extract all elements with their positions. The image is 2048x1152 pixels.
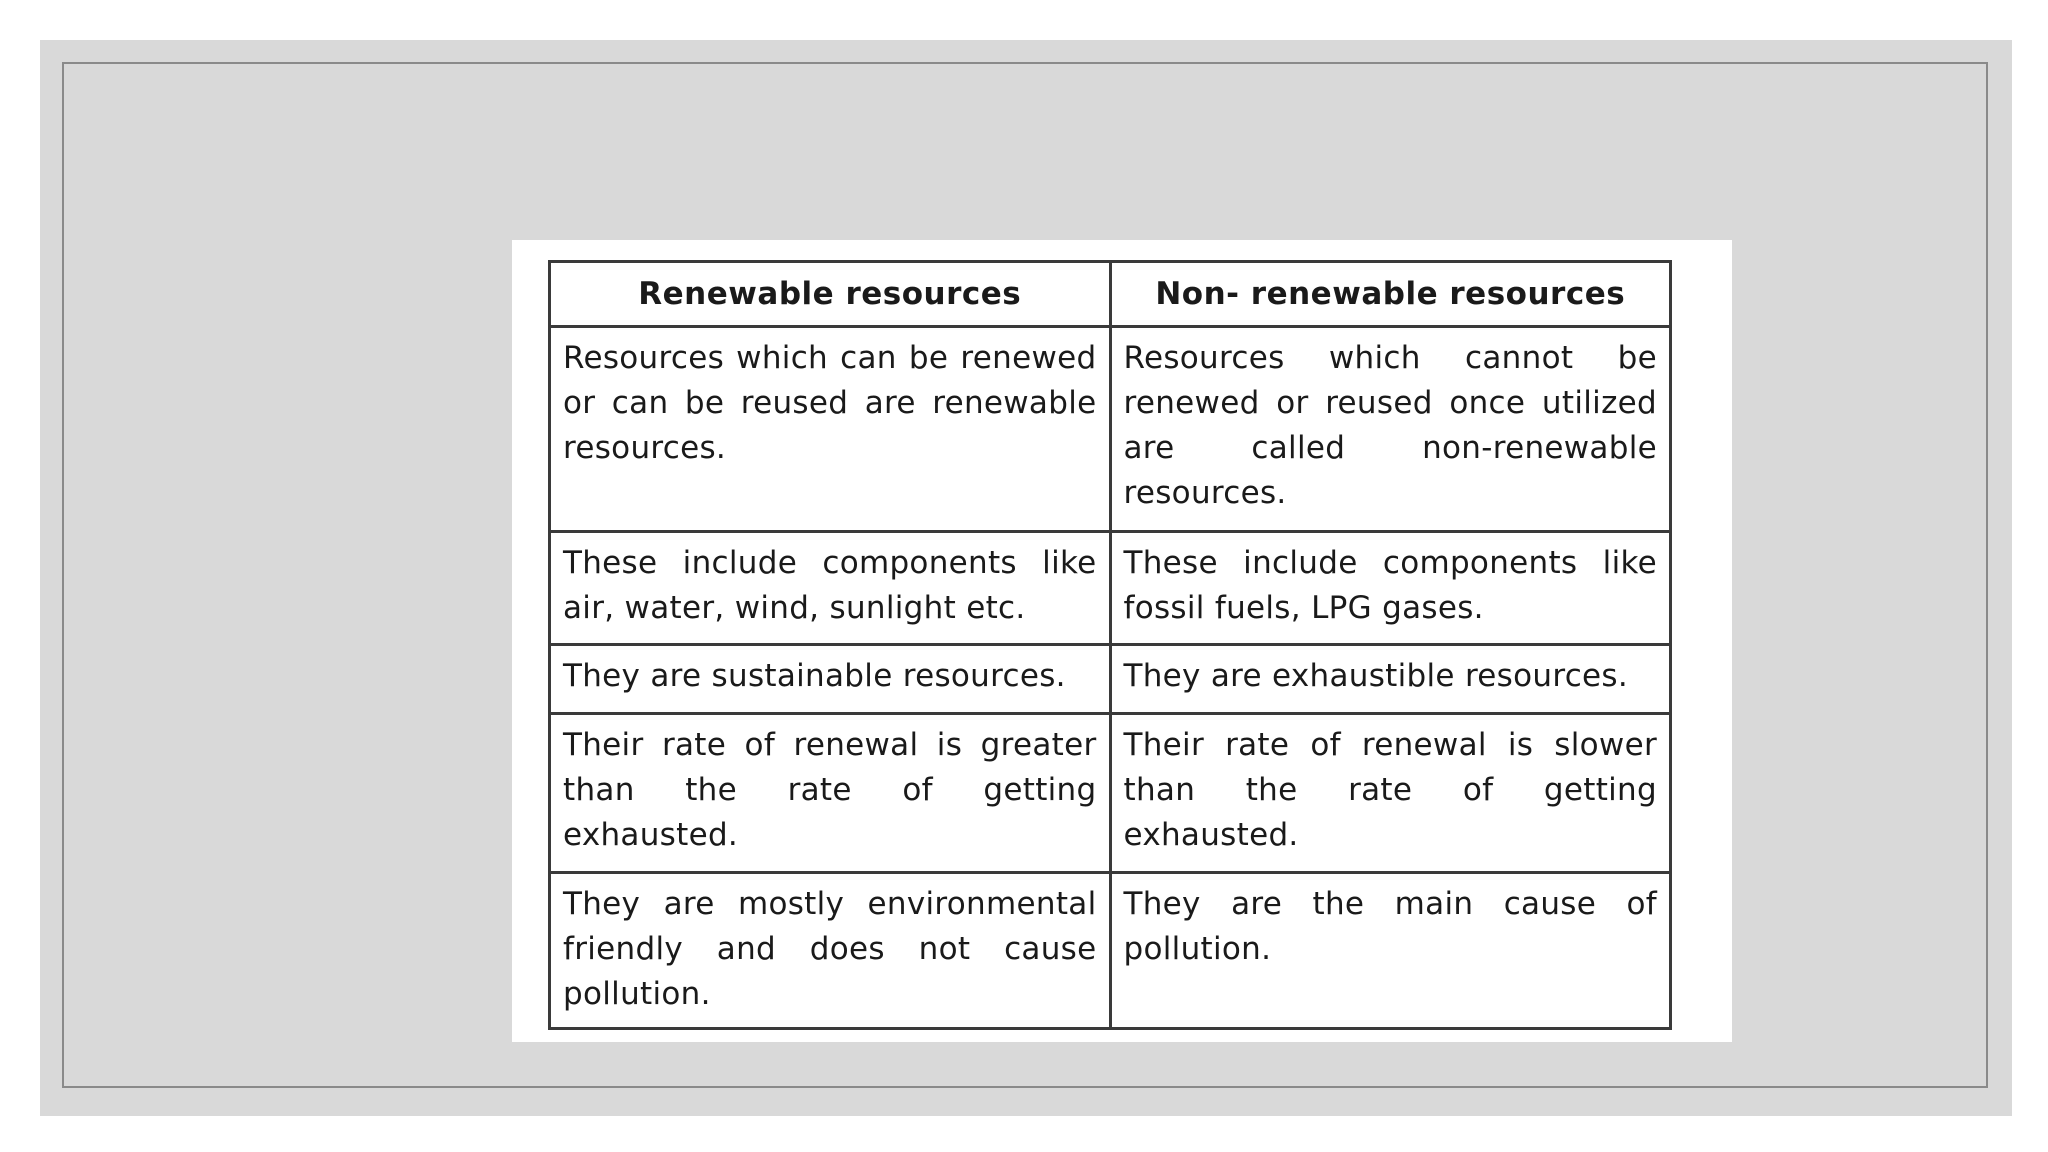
- table-row: [550, 714, 1671, 873]
- cell-renewable: Resources which can be renewed or can be reused are renewable resources.: [550, 327, 1111, 532]
- header-non-renewable: Non- renewable resources: [1110, 262, 1671, 327]
- cell-renewable: These include components like air, water, wind, sunlight etc.: [550, 532, 1111, 645]
- cell-non-renewable: These include components like fossil fuels, LPG gases.: [1110, 532, 1671, 645]
- cell-renewable: Their rate of renewal is greater than the rate of getting exhausted.: [550, 714, 1111, 873]
- cell-non-renewable: They are exhaustible resources.: [1110, 645, 1671, 714]
- cell-non-renewable: Resources which cannot be renewed or reused once utilized are called non-renewable resources.: [1110, 327, 1671, 532]
- slide-background: [40, 40, 2012, 1116]
- header-row: [550, 262, 1671, 327]
- table-image: [512, 240, 1732, 1042]
- table-row: [550, 327, 1671, 532]
- table-row: [550, 645, 1671, 714]
- header-renewable: Renewable resources: [550, 262, 1111, 327]
- table-row: [550, 873, 1671, 1029]
- slide-frame: [62, 62, 1988, 1088]
- cell-renewable: They are sustainable resources.: [550, 645, 1111, 714]
- comparison-table: [548, 260, 1672, 1030]
- cell-non-renewable: They are the main cause of pollution.: [1110, 873, 1671, 1029]
- cell-renewable: They are mostly environmental friendly and does not cause pollution.: [550, 873, 1111, 1029]
- cell-non-renewable: Their rate of renewal is slower than the rate of getting exhausted.: [1110, 714, 1671, 873]
- table-row: [550, 532, 1671, 645]
